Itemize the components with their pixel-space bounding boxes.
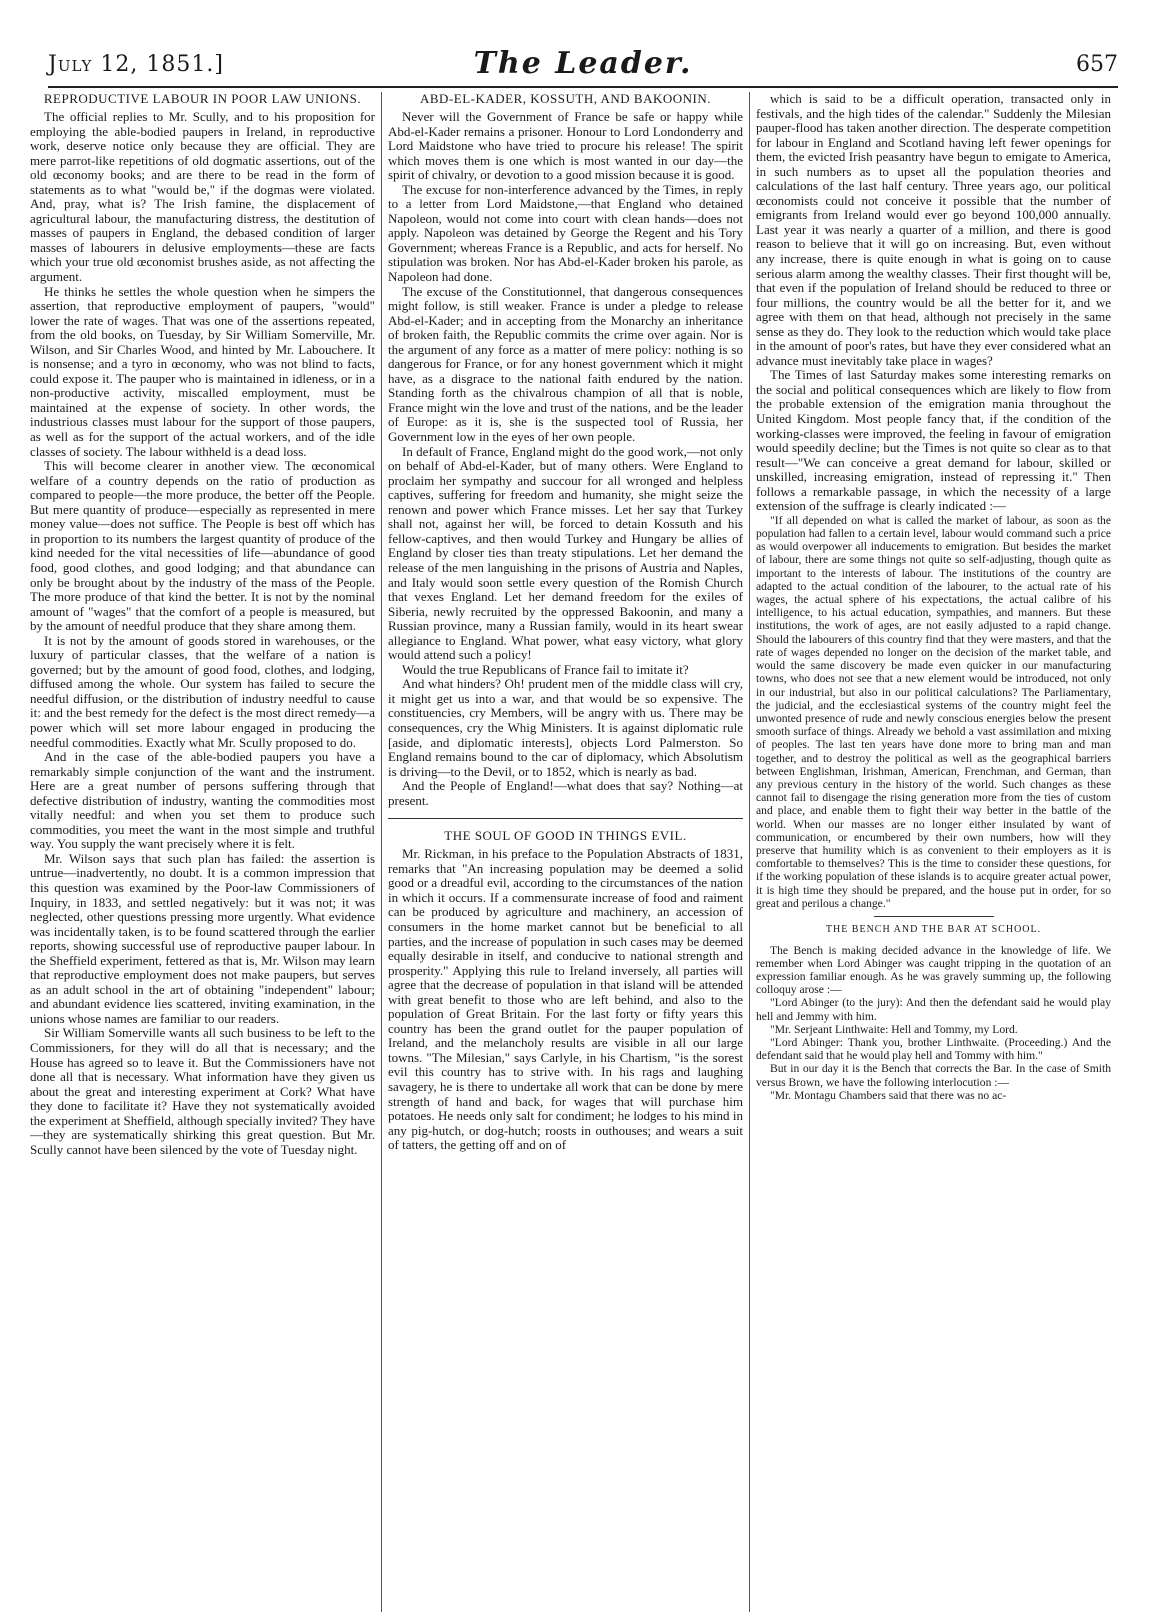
article-paragraph: The excuse for non-interference advanced by the Times, in reply to a letter from Lord Maidstone,—that England who detained Napoleon, would not come into court with clean hands—does not apply. Napoleon was detained by George the Regent and his Tory Government; whereas France is a Republic, and acts for herself. No stipulation was broken. Nor has Abd-el-Kader broken his parole, as Napoleon had done. [388,181,743,285]
article-paragraph: And what hinders? Oh! prudent men of the middle class will cry, it might get us into a war, and that would be so expensive. The constituencies, cry Members, will be angry with us. There may be consequences, cry the Whig Ministers. It is against diplomatic rule [aside, and diplomatic interests], objects Lord Palmerston. So England remains bound to the car of diplomacy, which Absolutism is driving—to the Devil, or to 1852, which is nearly as bad. [388,676,743,779]
article-paragraph: And the People of England!—what does that say? Nothing—at present. [388,778,743,808]
article-divider [388,818,743,819]
article-divider [874,916,994,917]
article-paragraph: "Mr. Serjeant Linthwaite: Hell and Tommy, my Lord. [770,1022,1018,1036]
article-paragraph: Mr. Wilson says that such plan has failed: the assertion is untrue—inadvertently, no doubt. It is a common impression that this question was examined by the Poor-law Commissioners of Inquiry, in 1833, and settled negatively: but it was not; it was neglected, other questions pressing more urgently. What evidence was incidentally taken, is to be found scattered through the earlier reports, showing successful use of reproductive pauper labour. In the Sheffield experiment, fettered as that is, Mr. Wilson may learn that reproductive employment does not make paupers, but serves as an adult school in the art of obtaining "independent" labour; and abundant evidence lies scattered, inviting examination, in the unions whose names are familiar to our readers. [30,850,375,1026]
article-heading-soul-of-good: THE SOUL OF GOOD IN THINGS EVIL. [444,828,687,844]
article-paragraph: The excuse of the Constitutionnel, that dangerous consequences might follow, is still weaker. France is under a pledge to release Abd-el-Kader; and in accepting from the Monarchy an inheritance of broken faith, the Republic commits the crime over again. Nor is the argument of any force as a matter of mere policy: nothing is so dangerous for France, or for any honest government which it might have, as a disgrace to the national faith endured by the nation. Standing forth as the chivalrous champion of all that is noble, France might win the love and trust of the nations, and be the leader of Europe: as it is, she is the suspected tool of Russia, her Government low in the eyes of her own people. [388,283,743,445]
article-paragraph: Never will the Government of France be safe or happy while Abd-el-Kader remains a prisoner. Honour to Lord Londonderry and Lord Maidstone who have tried to procure his release! The spirit which moves them is one which is most wanted in our day—the spirit of chivalry, or devotion to a good mission because it is good. [388,109,743,183]
article-paragraph: "Lord Abinger (to the jury): And then the defendant said he would play hell and Jemmy with him. [756,996,1111,1023]
article-paragraph: The Times of last Saturday makes some interesting remarks on the social and political consequences which are likely to flow from the probable extension of the emigration mania throughout the United Kingdom. Most people fancy that, if the condition of the working-classes were improved, the feeling in favour of emigration would speedily decline; but the Times is not quite so clear as to that result—"We can conceive a great demand for labour, skilled or unskilled, increasing emigration, instead of repressing it." Then follows a remarkable passage, in which the necessity of a large extension of the suffrage is clearly indicated :— [756,367,1111,514]
article-heading-bench-and-bar: THE BENCH AND THE BAR AT SCHOOL. [825,923,1042,935]
column-3 [756,92,1111,1612]
article-paragraph: It is not by the amount of goods stored in warehouses, or the luxury of particular classes, that the welfare of a nation is governed; but by the amount of good food, clothes, and lodging, diffused among the whole. Our system has failed to secure the needful diffusion, or the distribution of industry needful to cause it: and the best remedy for the defect is the most direct remedy—a power which will set more labour engaged in producing the needful commodities. Exactly what Mr. Scully proposed to do. [30,632,375,750]
article-paragraph: The Bench is making decided advance in the knowledge of life. We remember when Lord Abinger was caught tripping in the quotation of an expression familiar enough. As he was gravely summing up, the following colloquy arose :— [756,943,1111,997]
article-paragraph: which is said to be a difficult operation, transacted only in festivals, and the high tides of the calendar." Suddenly the Milesian pauper-flood has taken another direction. The desperate competition for labour in England and Scotland having left fewer openings for them, the evicted Irish peasantry have begun to emigate to America, in such numbers as to upset all the population theories and calculations of the last half century. Three years ago, our political œconomists could not conceive it possible that the number of emigrants from Ireland would ever go beyond 100,000 annually. Last year it was nearly a quarter of a million, and there is good reason to believe that it will go on increasing. But, even without any increase, there is quite enough in what is going on to cause serious alarm among the wealthy classes. Their first thought will be, that even if the population of Ireland should be reduced to three or four millions, the country would be all the better for it, and we agree with them on that head, although not precisely in the same sense as they do. They look to the reduction which would take place in the amount of poor's rates, but have they ever considered what an advance must inevitably take place in wages? [756,92,1111,368]
article-paragraph: The official replies to Mr. Scully, and to his proposition for employing the able-bodied paupers in Ireland, in reproductive work, deserve notice only because they are official. They are mere parrot-like repetitions of old dogmatic assertions, out of the old œconomy books; and are there to be read in the form of statements as to what "would be," if the dogmas were violated. And, pray, what is? The Irish famine, the displacement of agricultural labour, the manufacturing distress, the destitution of masses of paupers in England, the debased condition of larger masses of labourers in delusive employments—these are facts which your true old œconomist brushes aside, as not affecting the argument. [30,109,375,285]
column-divider [381,92,382,1612]
article-heading-reproductive-labour: REPRODUCTIVE LABOUR IN POOR LAW UNIONS. [43,92,362,106]
article-paragraph: Mr. Rickman, in his preface to the Population Abstracts of 1831, remarks that "An increasing population may be deemed a solid good or a dreadful evil, according to the circumstances of the nation in which it occurs. If a commensurate increase of food and raiment can be produced by agriculture and machinery, an accession of consumers in the home market cannot but be beneficial to all parties, and the increase of population in such cases may be deemed equally desirable in itself, and conducive to national strength and prosperity." Applying this rule to Ireland inversely, all parties will agree that the decrease of population in that island will be attended with great benefit to those who are left behind, and also to the population of Great Britain. For the last forty or fifty years this country has been the grand outlet for the pauper population of Ireland, and the melancholy results are visible in all our large towns. "The Milesian," says Carlyle, in his Chartism, "is the sorest evil this country has to strive with. In his rags and laughing savagery, he is there to undertake all work that can be done by mere strength of hand and back, for wages that will purchase him potatoes. He needs only salt for condiment; he lodges to his mind in any pig-hutch, or dog-hutch; roosts in outhouses; and wears a suit of tatters, the getting off and on of [388,846,743,1153]
article-paragraph: Would the true Republicans of France fail to imitate it? [402,661,689,677]
page-number: 657 [1076,52,1118,77]
newspaper-masthead: The Leader. [473,46,693,81]
article-paragraph: He thinks he settles the whole question when he simpers the assertion, that reproductive employment of paupers, "would" lower the rate of wages. That was one of the assertions repeated, from the old books, on Tuesday, by Sir William Somerville, Mr. Wilson, and Sir Charles Wood, and hinted by Mr. Labouchere. It is nonsense; and a tyro in œconomy, who was not blind to facts, could expose it. The pauper who is maintained in idleness, or in a non-productive activity, miscalled employment, must be maintained at the expense of society. In other words, the industrious classes must labour for the support of those paupers, as well as for the support of the actual workers, and of the idle classes of society. The labour withheld is a dead loss. [30,283,375,459]
column-1 [30,92,375,1612]
issue-date: July 12, 1851.] [48,52,224,77]
article-paragraph: "Mr. Montagu Chambers said that there was no ac- [770,1088,1007,1102]
header-rule [48,86,1118,88]
article-heading-abd-el-kader: ABD-EL-KADER, KOSSUTH, AND BAKOONIN. [420,92,711,106]
column-divider [749,92,750,1612]
article-paragraph: In default of France, England might do the good work,—not only on behalf of Abd-el-Kader, but of many others. Were England to proclaim her sympathy and succour for all wronged and helpless captives, suffering for freedom and humanity, she might seize the renown and power which France misses. Let her say that Turkey shall not, against her will, be forced to detain Kossuth and his fellow-captives, and then would Turkey and Hungary be allies of England by closer ties than treaty stipulations. Let her demand the release of the men languishing in the prisons of Austria and Naples, and Italy would soon settle every question of the Romish Church that vexes England. Let her demand freedom for the exiles of Siberia, newly recruited by the oppressed Bakoonin, and many a Russian province, many a Russian family, would in its heart swear allegiance to England. What power, what easy victory, what glory would attend such a policy! [388,443,743,663]
column-2 [388,92,743,1612]
article-paragraph: Sir William Somerville wants all such business to be left to the Commissioners, for they will do all that is necessary; and the House has agreed so to leave it. But the Commissioners have not done all that is necessary. What information have they given us about the great and interesting experiment at Cork? What have they done to facilitate it? Have they not systematically avoided the experiment at Sheffield, although specially invited? They have—they are systematically shirking this great question. But Mr. Scully cannot have been silenced by the vote of Tuesday night. [30,1025,375,1157]
article-paragraph: "Lord Abinger: Thank you, brother Linthwaite. (Proceeding.) And the defendant said that he would play hell and Tommy with him." [756,1035,1111,1063]
block-quote: "If all depended on what is called the market of labour, as soon as the population had fallen to a certain level, labour would command such a price as would overpower all inducements to emigration. But besides the market of labour, there are some things not quite so self-adjusting, though quite as important to the interests of labour. The institutions of the country are adapted to the actual condition of the labourer, to the actual rate of his wages, the actual sphere of his expectations, the actual calibre of his intelligence, to his actual education, sympathies, and manners. But these institutions, the work of ages, are not easily adjusted to a rapid change. Should the labourers of this country find that they were masters, and that the rate of wages depended no longer on the decision of the market table, and would the same discovery be made even quicker in our manufacturing towns, who does not see that a new element would be introduced, not only in our industrial, but also in our political calculations? The Parliamentary, the judicial, and the ecclesiastical systems of the country might feel the unwonted presence of rude and newly conscious energies below the present smooth surface of things. Already we behold a vast assimilation and mixing of peoples. The last ten years have done more to bring man and man together, and to destroy the political as well as the geographical barriers between Englishman, Irishman, American, Frenchman, and German, than any previous century in the history of the world. Such changes as these cannot fail to disengage the rising generation more from the ties of custom and place, and enable them to fight their way better in the battle of the world. When our masses are no longer either insulated by want of communication, or encumbered by their own numbers, how will they preserve that humility which is as convenient to their employers as it is comfortable to themselves? This is the time to consider these questions, for if the working population of these islands is to acquire greater actual power, it is high time they should be prepared, and the house put in order, for so great and perilous a change." [756,513,1111,910]
article-paragraph: But in our day it is the Bench that corrects the Bar. In the case of Smith versus Brown, we have the following interlocution :— [756,1062,1111,1089]
article-paragraph: This will become clearer in another view. The œconomical welfare of a country depends on the ratio of production as compared to people—the more produce, the better off the People. But mere quantity of produce—especially as represented in mere money value—does not suffice. The People is best off which has in proportion to its numbers the largest quantity of produce of the kind needed for the vital necessities of life—abundance of good food, good clothes, and good lodging; and that abundance can only be brought about by the industry of the mass of the People. The more produce of that kind the better. It is not by the nominal amount of "wages" that the comfort of a people is measured, but by the amount of needful produce that they share among them. [30,458,375,634]
article-paragraph: And in the case of the able-bodied paupers you have a remarkably simple conjunction of the want and the instrument. Here are a great number of persons suffering through that defective distribution of industry, wanting the commodities most vitally needful: and when you set them to produce such commodities, you meet the want in the most simple and truthful way. You supply the want precisely where it is felt. [30,749,375,852]
